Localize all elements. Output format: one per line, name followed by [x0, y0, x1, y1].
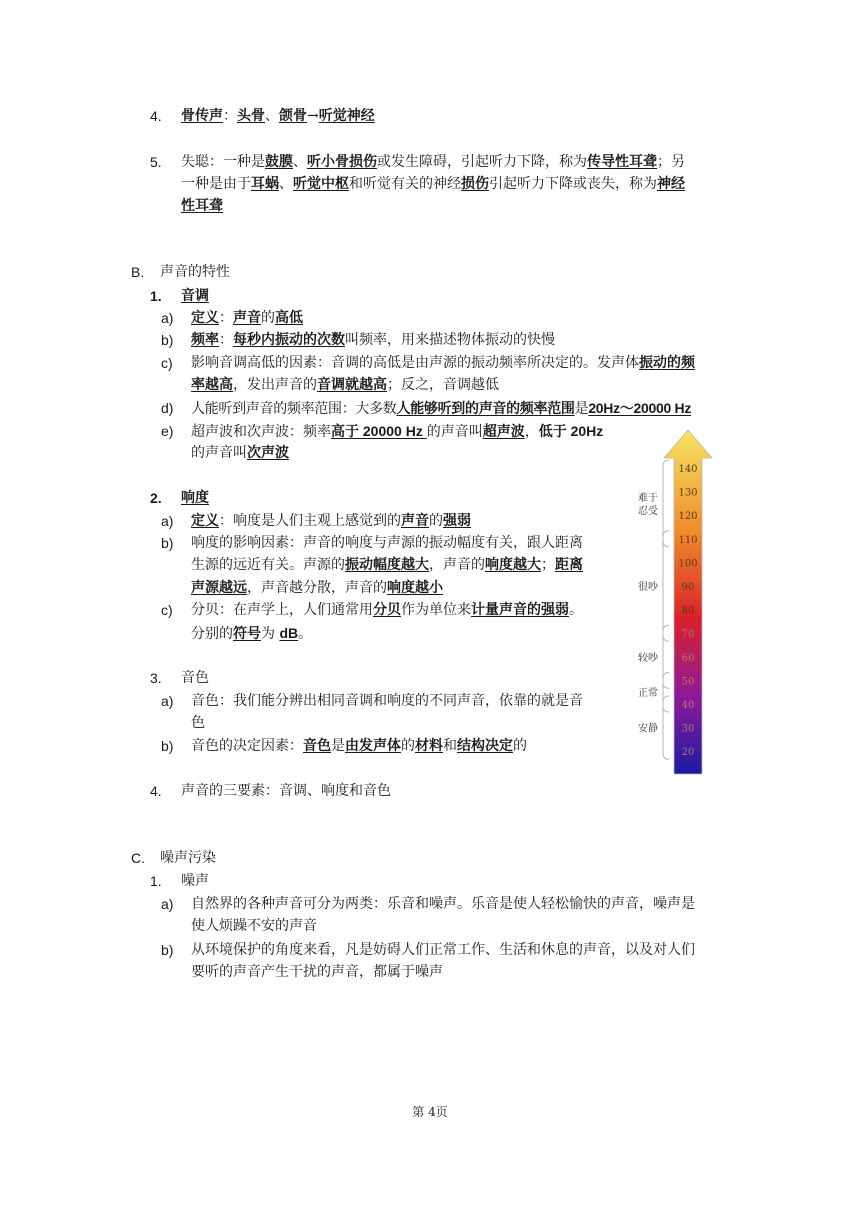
section-letter: C. — [131, 850, 145, 866]
keyword: 头骨 — [237, 108, 265, 124]
bone-conduction-line: 骨传声：头骨、颌骨→听觉神经 — [181, 108, 375, 124]
tick-label: 90 — [681, 582, 695, 593]
deafness-line-1: 失聪：一种是鼓膜、听小骨损伤或发生障碍，引起听力下降，称为传导性耳聋；另 — [181, 154, 685, 170]
timbre-factors: 音色的决定因素：音色是由发声体的材料和结构决定的 — [191, 738, 527, 754]
pitch-ultrasound-line-2: 的声音叫次声波 — [191, 445, 289, 461]
list-marker: b) — [161, 738, 174, 754]
subsection-number: 2. — [150, 490, 162, 506]
item-number: 4. — [150, 783, 162, 799]
section-title: 噪声污染 — [160, 850, 216, 866]
timbre-definition-line-2: 色 — [191, 715, 205, 731]
deafness-line-2: 一种是由于耳蜗、听觉中枢和听觉有关的神经损伤引起听力下降或丧失，称为神经 — [181, 176, 685, 192]
item-number: 4. — [150, 108, 162, 124]
pitch-frequency: 频率：每秒内振动的次数叫频率，用来描述物体振动的快慢 — [191, 332, 555, 348]
band-label: 正常 — [638, 688, 658, 700]
noise-environment-line-2: 要听的声音产生干扰的声音，都属于噪声 — [191, 964, 443, 980]
subsection-title: 音色 — [181, 670, 209, 686]
tick-label: 130 — [678, 487, 698, 499]
decibel-line-1: 分贝：在声学上，人们通常用分贝作为单位来计量声音的强弱。 — [191, 602, 583, 618]
timbre-definition-line-1: 音色：我们能分辨出相同音调和响度的不同声音，依靠的就是音 — [191, 693, 583, 709]
tick-label: 70 — [681, 629, 695, 641]
band-label: 安静 — [638, 723, 658, 735]
tick-label: 80 — [681, 605, 695, 617]
keyword: 颌骨 — [279, 108, 307, 124]
band-labels — [638, 491, 659, 735]
subsection-number: 1. — [150, 288, 162, 304]
band-label: 很吵 — [638, 582, 658, 593]
arrow-glyph: → — [307, 108, 319, 124]
tick-label: 120 — [678, 511, 698, 523]
list-marker: b) — [161, 942, 174, 958]
list-marker: d) — [161, 400, 174, 416]
list-marker: b) — [161, 535, 174, 551]
pitch-definition: 定义：声音的高低 — [191, 310, 303, 326]
loudness-factors-line-3: 声源越远，声音越分散，声音的响度越小 — [191, 580, 443, 596]
loudness-factors-line-2: 生源的远近有关。声源的振动幅度越大，声音的响度越大；距离 — [191, 557, 583, 573]
tick-label: 140 — [678, 464, 698, 475]
list-marker: b) — [161, 332, 174, 348]
list-marker: a) — [161, 896, 174, 912]
tick-label: 40 — [681, 700, 695, 711]
section-letter: B. — [131, 264, 145, 280]
band-bracket — [663, 625, 669, 688]
loudness-factors-line-1: 响度的影响因素：声音的响度与声源的振动幅度有关，跟人距离 — [191, 535, 583, 551]
band-label: 较吵 — [638, 652, 658, 664]
band-label: 难于 — [638, 492, 658, 504]
band-bracket — [663, 531, 669, 641]
tick-label: 110 — [678, 534, 698, 546]
list-marker: c) — [161, 355, 173, 371]
list-marker: a) — [161, 693, 174, 709]
keyword: 听觉神经 — [318, 108, 375, 124]
tick-label: 30 — [681, 723, 695, 735]
list-marker: e) — [161, 423, 174, 439]
band-bracket — [663, 672, 669, 712]
subsection-number: 3. — [150, 670, 162, 686]
subsection-title: 响度 — [181, 490, 209, 506]
loudness-definition: 定义：响度是人们主观上感觉到的声音的强弱 — [191, 513, 471, 529]
list-marker: c) — [161, 602, 173, 618]
band-bracket — [663, 696, 669, 759]
decibel-line-2: 分别的符号为 dB。 — [191, 625, 313, 642]
subsection-title: 噪声 — [181, 873, 209, 889]
arrow-bar — [664, 430, 712, 774]
tick-label: 100 — [678, 558, 698, 570]
tick-label: 20 — [681, 747, 695, 759]
three-elements-line: 声音的三要素：音调、响度和音色 — [181, 783, 391, 799]
subsection-number: 1. — [150, 873, 162, 889]
tick-label: 60 — [681, 652, 695, 664]
tick-label: 50 — [681, 676, 695, 688]
deafness-line-3: 性耳聋 — [181, 198, 223, 214]
pitch-hearing-range: 人能听到声音的频率范围：大多数人能够听到的声音的频率范围是20Hz～20000 Hz — [191, 400, 692, 417]
item-number: 5. — [150, 154, 162, 170]
noise-environment-line-1: 从环境保护的角度来看，凡是妨碍人们正常工作、生活和休息的声音，以及对人们 — [191, 942, 695, 958]
noise-classes-line-1: 自然界的各种声音可分为两类：乐音和噪声。乐音是使人轻松愉快的声音，噪声是 — [191, 896, 695, 912]
list-marker: a) — [161, 513, 174, 529]
subsection-title: 音调 — [181, 288, 209, 304]
section-title: 声音的特性 — [160, 264, 230, 280]
pitch-factors-line-1: 影响音调高低的因素：音调的高低是由声源的振动频率所决定的。发声体振动的频 — [191, 355, 695, 371]
pitch-ultrasound-line-1: 超声波和次声波：频率高于 20000 Hz 的声音叫超声波，低于 20Hz — [191, 423, 604, 440]
band-label: 忍受 — [638, 505, 658, 517]
keyword: 骨传声 — [181, 108, 223, 124]
list-marker: a) — [161, 310, 174, 326]
band-brackets — [663, 460, 669, 759]
noise-classes-line-2: 使人烦躁不安的声音 — [191, 918, 317, 934]
decibel-scale-illustration — [632, 428, 744, 778]
page-number: 第 4页 — [412, 1105, 448, 1119]
pitch-factors-line-2: 率越高，发出声音的音调就越高；反之，音调越低 — [191, 377, 499, 393]
